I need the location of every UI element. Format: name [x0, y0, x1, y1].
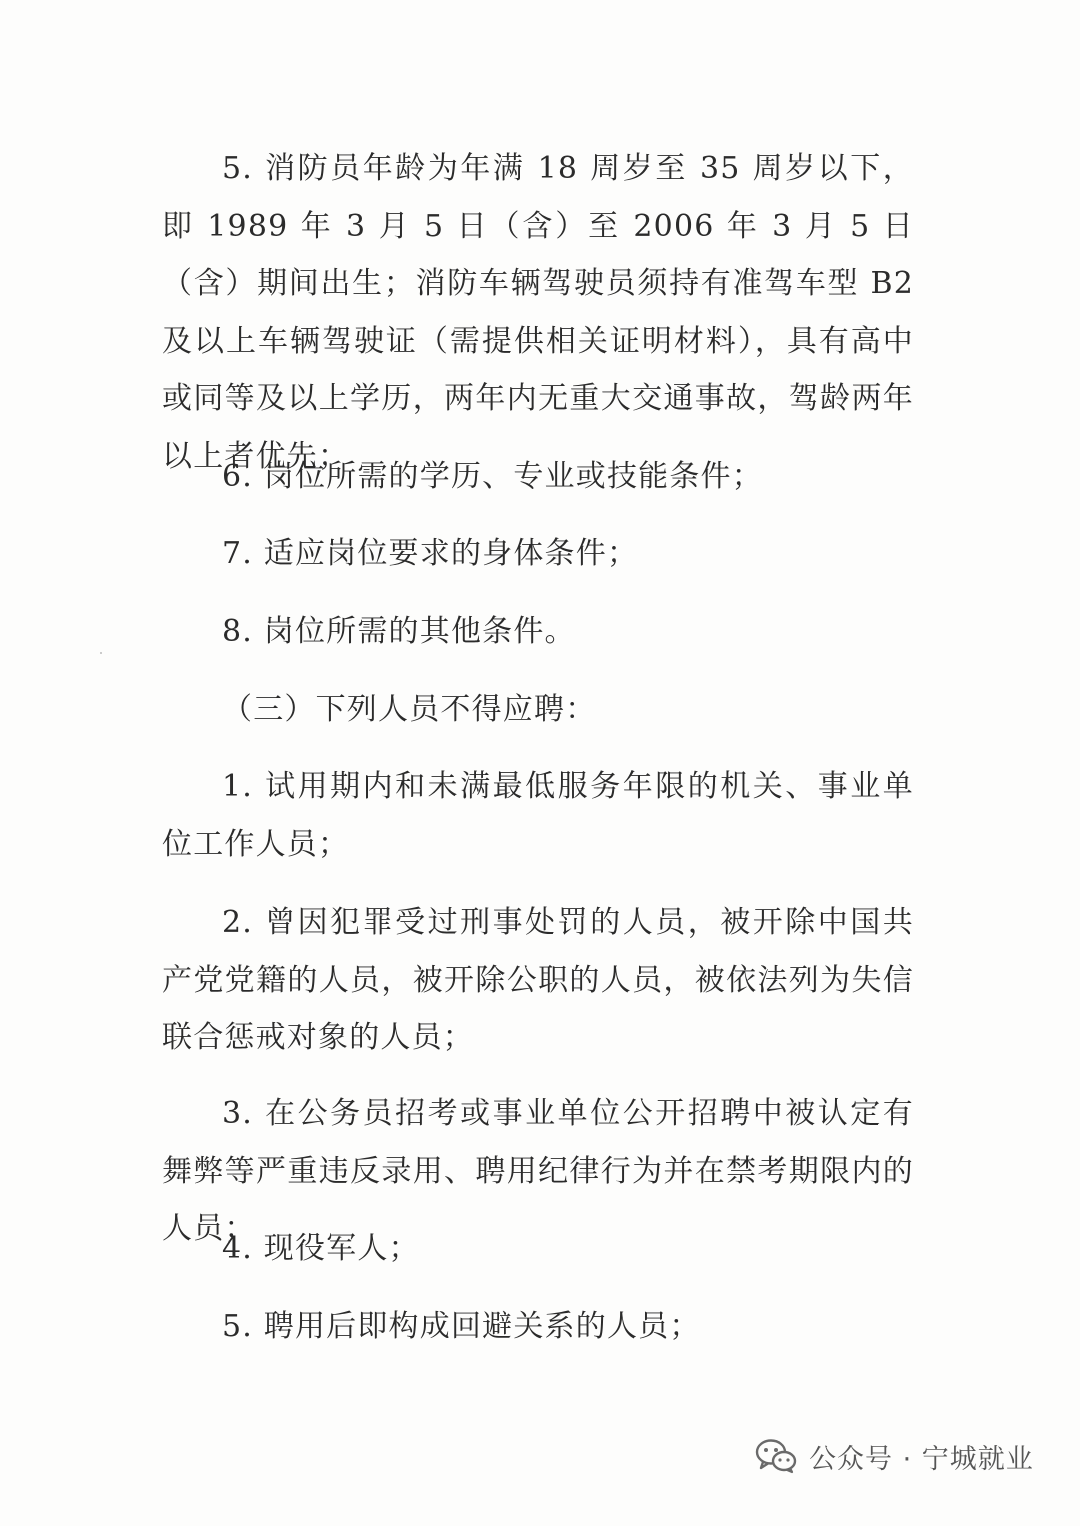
paragraph-item-5-age: 5. 消防员年龄为年满 18 周岁至 35 周岁以下，即 1989 年 3 月 5 日（含）至 2006 年 3 月 5 日（含）期间出生；消防车辆驾驶员须持有准驾车型 B2 及以上车辆驾驶证（需提供相关证明材料），具有高中或同等及以上学历，两年内无重大交通事故，驾龄两年以上者优先；	[162, 151, 914, 474]
exclusion-item-3: 3. 在公务员招考或事业单位公开招聘中被认定有舞弊等严重违反录用、聘用纪律行为并在禁考期限内的人员；	[162, 1096, 914, 1246]
exclusion-item-5: 5. 聘用后即构成回避关系的人员；	[222, 1309, 701, 1344]
watermark	[755, 1432, 1034, 1480]
exclusion-item-2: 2. 曾因犯罪受过刑事处罚的人员，被开除中国共产党党籍的人员，被开除公职的人员，被依法列为失信联合惩戒对象的人员；	[162, 905, 914, 1055]
scan-speck	[100, 652, 102, 654]
wechat-icon	[755, 1438, 797, 1474]
paragraph-item-7-physical: 7. 适应岗位要求的身体条件；	[222, 536, 639, 571]
paragraph-item-8-other: 8. 岗位所需的其他条件。	[222, 614, 576, 649]
paragraph-item-6-education: 6. 岗位所需的学历、专业或技能条件；	[222, 459, 763, 494]
section-heading-exclusions: （三）下列人员不得应聘：	[222, 692, 597, 727]
watermark-text: 公众号 · 宁城就业	[809, 1443, 1034, 1475]
exclusion-item-1: 1. 试用期内和未满最低服务年限的机关、事业单位工作人员；	[162, 769, 914, 862]
exclusion-item-4: 4. 现役军人；	[222, 1231, 420, 1266]
